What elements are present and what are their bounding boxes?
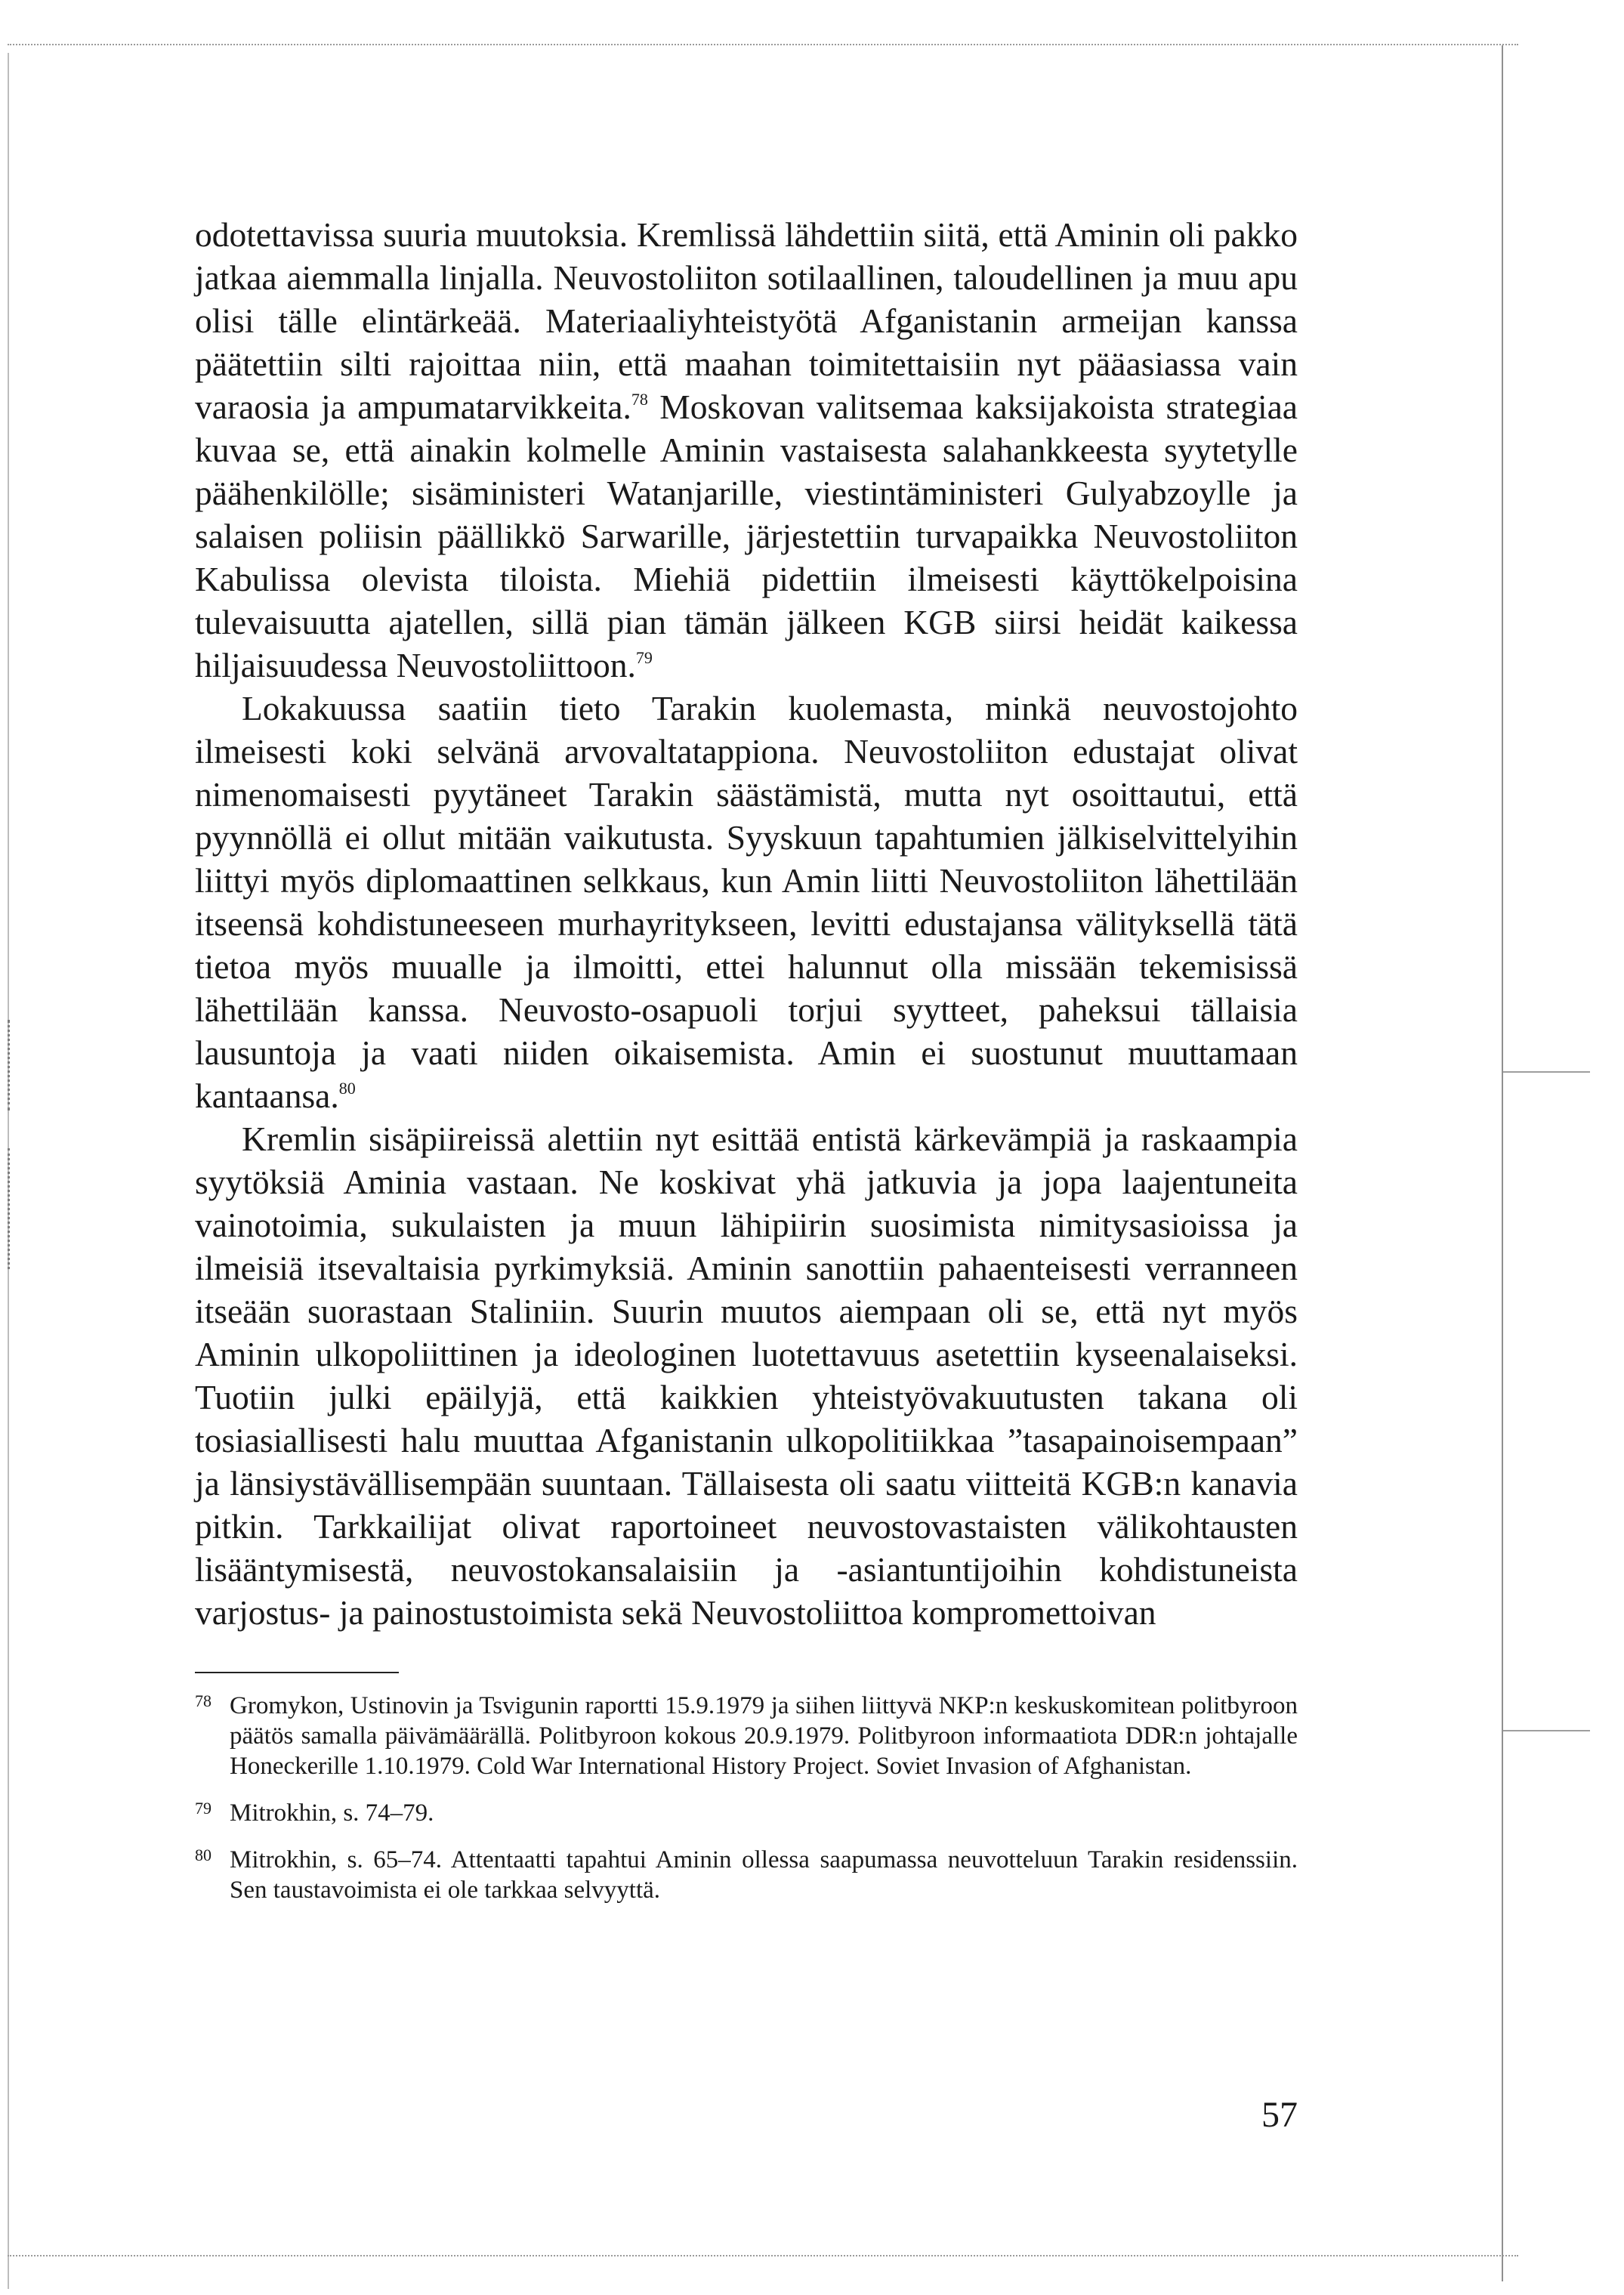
paragraph-text: odotettavissa suuria muutoksia. Kremlissä lähdettiin siitä, että Aminin oli pakko jatkaa aiemmalla linjalla. Neuvostoliiton sotilaallinen, taloudellinen ja muu apu olisi tälle elintärkeää. Materiaaliyhteistyötä Afganistanin armeijan kanssa päätettiin silti rajoittaa niin, että maahan toimitettaisiin nyt pääasiassa vain varaosia ja ampumatarvikkeita. [195, 215, 1298, 426]
footnote [195, 1845, 1298, 1905]
scan-speckle [8, 1148, 28, 1269]
scan-tick-mark [1503, 1730, 1590, 1731]
scan-edge-bottom [8, 2255, 1518, 2256]
footnote-reference: 79 [635, 648, 653, 667]
footnote [195, 1691, 1298, 1781]
footnote-number: 78 [195, 1691, 211, 1710]
body-paragraph [195, 687, 1298, 1117]
page-number: 57 [1261, 2095, 1298, 2135]
footnote-number: 80 [195, 1846, 211, 1864]
footnote-text: Mitrokhin, s. 65–74. Attentaatti tapahtui Aminin ollessa saapumassa neuvotteluun Tarakin residenssiin. Sen taustavoimista ei ole tarkkaa selvyyttä. [230, 1846, 1298, 1904]
footnote-rule [195, 1672, 399, 1673]
body-paragraph [195, 1117, 1298, 1634]
paragraph-text: Moskovan valitsemaa kaksijakoista strategiaa kuvaa se, että ainakin kolmelle Aminin vastaisesta salahankkeesta syytetylle päähenkilölle; sisäministeri Watanjarille, viestintäministeri Gulyabzoylle ja salaisen poliisin päällikkö Sarwarille, järjestettiin turvapaikka Neuvostoliiton Kabulissa olevista tiloista. Miehiä pidettiin ilmeisesti käyttökelpoisina tulevaisuutta ajatellen, sillä pian tämän jälkeen KGB siirsi heidät kaikessa hiljaisuudessa Neuvostoliittoon. [195, 388, 1298, 684]
paragraph-text: Kremlin sisäpiireissä alettiin nyt esittää entistä kärkevämpiä ja raskaampia syytöksiä Aminia vastaan. Ne koskivat yhä jatkuvia ja jopa laajentuneita vainotoimia, sukulaisten ja muun lähipiirin suosimista nimitysasioissa ja ilmeisiä itsevaltaisia pyrkimyksiä. Aminin sanottiin pahaenteisesti verranneen itseään suorastaan Staliniin. Suurin muutos aiempaan oli se, että nyt myös Aminin ulkopoliittinen ja ideologinen luotettavuus asetettiin kyseenalaiseksi. Tuotiin julki epäilyjä, että kaikkien yhteistyövakuutusten takana oli tosiasiallisesti halu muuttaa Afganistanin ulkopolitiikkaa ”tasapainoisempaan” ja länsiystävällisempään suuntaan. Tällaisesta oli saatu viitteitä KGB:n kanavia pitkin. Tarkkailijat olivat raportoineet neuvostovastaisten välikohtausten lisääntymisestä, neuvostokansalaisiin ja -asiantuntijoihin kohdistuneista varjostus- ja painostustoimista sekä Neuvostoliittoa kompromettoivan [195, 1120, 1298, 1632]
footnote-reference: 78 [631, 390, 648, 409]
scan-speckle [8, 1020, 28, 1110]
footnote-text: Mitrokhin, s. 74–79. [230, 1799, 434, 1827]
paragraph-text: Lokakuussa saatiin tieto Tarakin kuolemasta, minkä neuvostojohto ilmeisesti koki selvänä arvovaltatappiona. Neuvostoliiton edustajat olivat nimenomaisesti pyytäneet Tarakin säästämistä, mutta nyt osoittautui, että pyynnöllä ei ollut mitään vaikutusta. Syyskuun tapahtumien jälkiselvittelyihin liittyi myös diplomaattinen selkkaus, kun Amin liitti Neuvostoliiton lähettilään itseensä kohdistuneeseen murhayritykseen, levitti edustajansa välityksellä tätä tietoa myös muualle ja ilmoitti, ettei halunnut olla missään tekemisissä lähettilään kanssa. Neuvosto-osapuoli torjui syytteet, paheksui tällaisia lausuntoja ja vaati niiden oikaisemista. Amin ei suostunut muuttamaan kantaansa. [195, 689, 1298, 1115]
footnote-number: 79 [195, 1799, 211, 1818]
scan-edge-right [1502, 45, 1503, 2281]
scan-edge-top [8, 44, 1518, 45]
footnote-reference: 80 [338, 1079, 356, 1098]
footnote [195, 1798, 1298, 1828]
body-text [195, 213, 1298, 1634]
body-paragraph [195, 213, 1298, 687]
scan-tick-mark [1503, 1071, 1590, 1073]
footnote-text: Gromykon, Ustinovin ja Tsvigunin raportti 15.9.1979 ja siihen liittyvä NKP:n keskuskomitean politbyroon päätös samalla päivämäärällä. Politbyroon kokous 20.9.1979. Politbyroon informaatiota DDR:n johtajalle Honeckerille 1.10.1979. Cold War International History Project. Soviet Invasion of Afghanistan. [230, 1692, 1298, 1780]
footnotes [195, 1691, 1298, 1922]
